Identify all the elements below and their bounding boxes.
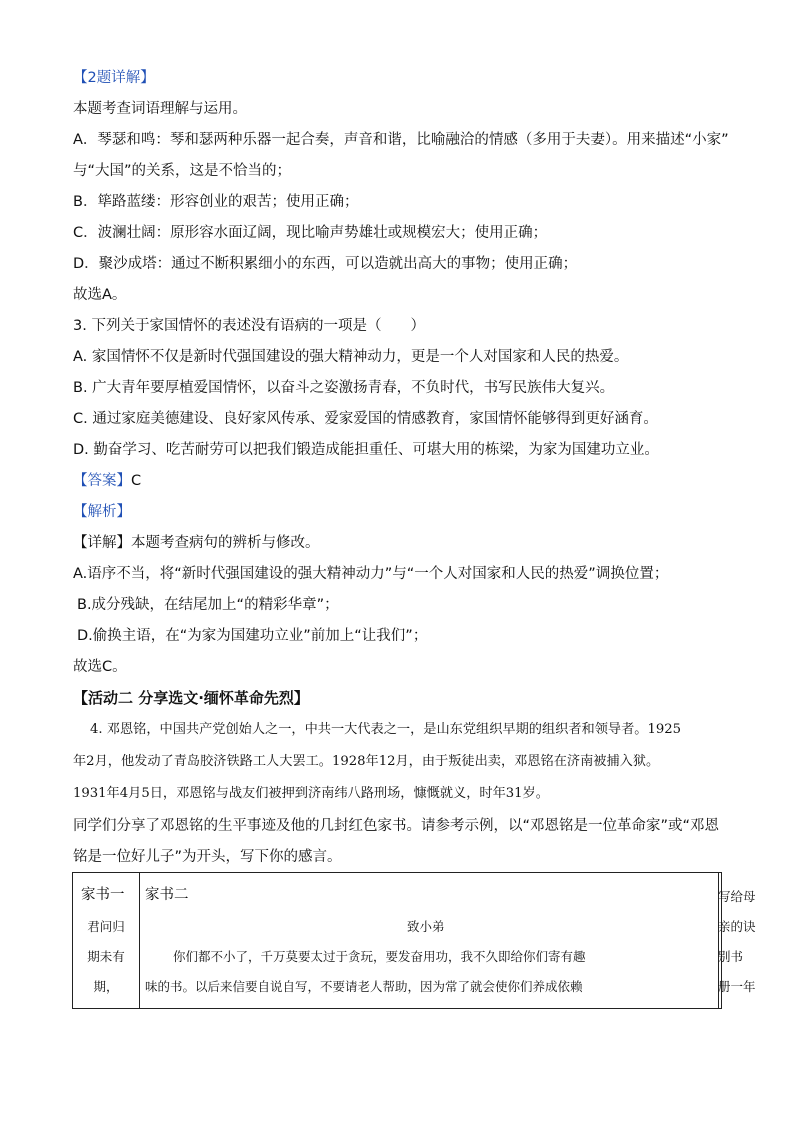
letter-three-column xyxy=(718,873,756,1008)
option-a: A. 家国情怀不仅是新时代强国建设的强大精神动力，更是一个人对国家和人民的热爱。 xyxy=(73,349,629,365)
biography-line: 4. 邓恩铭，中国共产党创始人之一，中共一大代表之一，是山东党组织早期的组织者和领导者。1925 xyxy=(90,722,682,737)
explanation-a: A.语序不当，将“新时代强国建设的强大精神动力”与“一个人对国家和人民的热爱”调换位置； xyxy=(73,566,669,582)
biography-line: 1931年4月5日，邓恩铭与战友们被押到济南纬八路刑场，慷慨就义，时年31岁。 xyxy=(73,786,549,801)
answer-line xyxy=(73,471,141,491)
paragraph: 本题考查词语理解与运用。 xyxy=(73,101,247,117)
conclusion: 故选C。 xyxy=(73,659,127,675)
letter-two-line: 味的书。以后来信要自说自写，不要请老人帮助，因为常了就会使你们养成依赖 xyxy=(145,979,583,994)
letter-two-line: 你们都不小了，千万莫要太过于贪玩，要发奋用功，我不久即给你们寄有趣 xyxy=(173,949,586,964)
explanation-d: D.偷换主语，在“为家为国建功立业”前加上“让我们”； xyxy=(77,628,428,644)
analysis-tag: 【解析】 xyxy=(73,504,131,520)
paragraph: D．聚沙成塔：通过不断积累细小的东西，可以造就出高大的事物；使用正确； xyxy=(73,256,578,272)
letter-one-line: 期未有 xyxy=(87,949,125,964)
answer-value: C xyxy=(131,473,142,489)
biography-line: 年2月，他发动了青岛胶济铁路工人大罢工。1928年12月，由于叛徒出卖，邓恩铭在济南被捕入狱。 xyxy=(73,754,660,769)
explanation-b: B.成分残缺，在结尾加上“的精彩华章”； xyxy=(77,597,339,613)
paragraph: B．筚路蓝缕：形容创业的艰苦；使用正确； xyxy=(73,194,359,210)
letters-table xyxy=(72,872,756,1009)
option-d: D. 勤奋学习、吃苦耐劳可以把我们锻造成能担重任、可堪大用的栋梁，为家为国建功立业。 xyxy=(73,442,659,458)
letter-three-line: 写给母 xyxy=(718,889,756,904)
answer-tag: 【答案】 xyxy=(73,473,131,489)
question-stem: 3. 下列关于家国情怀的表述没有语病的一项是（ ） xyxy=(73,318,425,334)
paragraph: 与“大国”的关系，这是不恰当的； xyxy=(73,163,292,179)
letter-three-line: 别书 xyxy=(718,949,744,964)
prompt-line: 同学们分享了邓恩铭的生平事迹及他的几封红色家书。请参考示例，以“邓恩铭是一位革命家”或“邓恩 xyxy=(73,818,720,834)
letter-one-heading: 家书一 xyxy=(81,887,125,903)
paragraph: C．波澜壮阔：原形容水面辽阔，现比喻声势雄壮或规模宏大；使用正确； xyxy=(73,225,548,241)
letter-three-line: 册一年 xyxy=(718,979,756,994)
detail-line xyxy=(73,533,320,553)
option-b: B. 广大青年要厚植爱国情怀，以奋斗之姿激扬青春，不负时代，书写民族伟大复兴。 xyxy=(73,380,615,396)
conclusion: 故选A。 xyxy=(73,287,127,303)
paragraph: A．琴瑟和鸣：琴和瑟两种乐器一起合奏，声音和谐，比喻融洽的情感（多用于夫妻）。用来描述“小家” xyxy=(73,132,729,148)
option-c: C. 通过家庭美德建设、良好家风传承、爱家爱国的情感教育，家国情怀能够得到更好涵育。 xyxy=(73,411,658,427)
detail-tag: 【详解】 xyxy=(73,535,131,551)
letter-one-line: 期， xyxy=(93,979,119,994)
section-heading: 【2题详解】 xyxy=(73,70,155,86)
letter-one-column xyxy=(73,873,140,1008)
letter-one-line: 君问归 xyxy=(87,919,125,934)
letter-two-heading: 家书二 xyxy=(145,887,189,903)
letter-three-line: 亲的诀 xyxy=(718,919,756,934)
activity-title: 【活动二 分享选文·缅怀革命先烈】 xyxy=(73,689,309,707)
letter-two-title: 致小弟 xyxy=(407,919,445,934)
detail-text: 本题考查病句的辨析与修改。 xyxy=(131,535,320,551)
prompt-line: 铭是一位好儿子”为开头，写下你的感言。 xyxy=(73,849,342,865)
